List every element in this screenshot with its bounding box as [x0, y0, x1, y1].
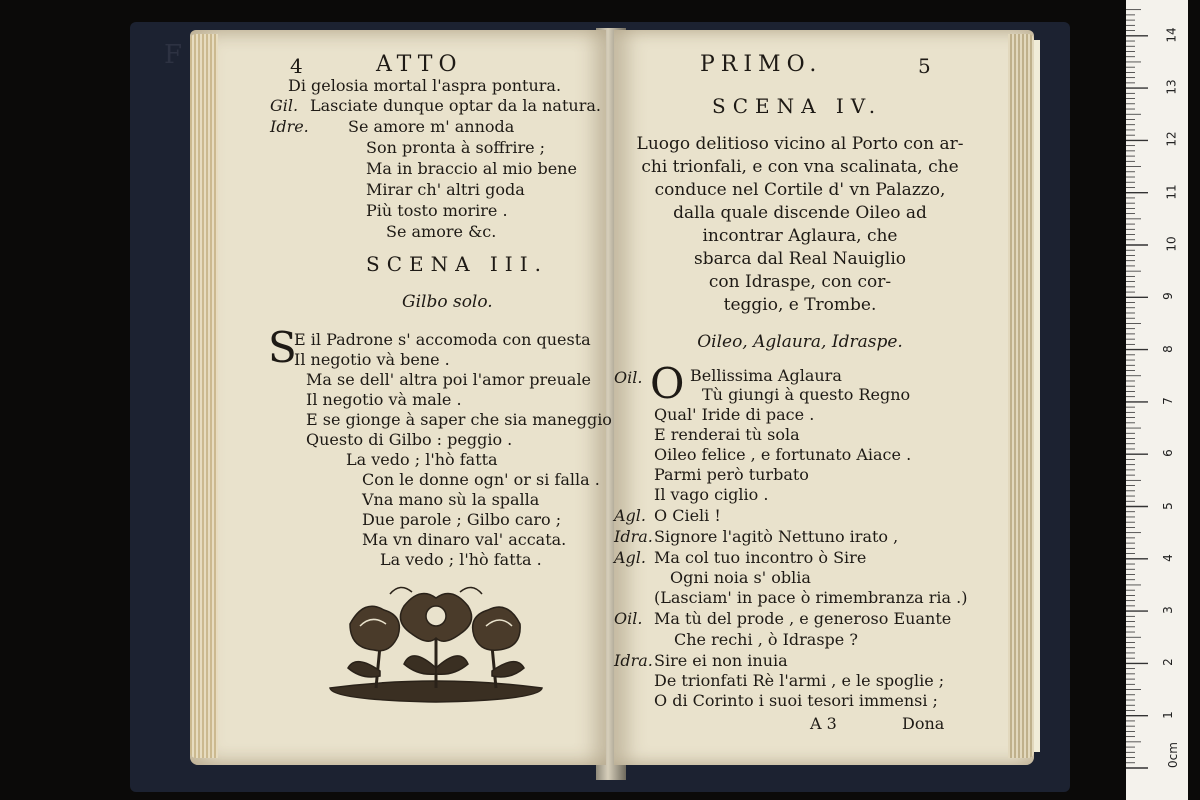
setting-line: sbarca dal Real Nauiglio [693, 249, 906, 269]
ruler-label: 1 [1160, 710, 1175, 719]
margin-mark: F [164, 40, 183, 70]
verse-line: Con le donne ogn' or si falla . [362, 470, 600, 489]
dialogue-line: Parmi però turbato [654, 465, 809, 484]
verse-line: La vedo ; l'hò fatta . [380, 550, 542, 569]
verse-line: La vedo ; l'hò fatta [346, 450, 498, 469]
verse-line: Più tosto morire . [366, 201, 508, 220]
verse-line: Questo di Gilbo : peggio . [306, 430, 513, 449]
left-page-edges [190, 34, 218, 758]
measurement-ruler [1126, 0, 1188, 800]
left-page [190, 30, 612, 765]
dialogue-line: Ogni noia s' oblia [670, 568, 811, 587]
ruler-label: 5 [1160, 501, 1175, 510]
drop-cap: S [268, 323, 297, 372]
verse-line: Il negotio và male . [306, 390, 462, 409]
dialogue-line: Agl. O Cieli ! [614, 506, 721, 525]
verse-line: Il negotio và bene . [294, 350, 450, 369]
verse-line: Ma se dell' altra poi l'amor preuale [306, 370, 592, 389]
ruler-label: 4 [1160, 553, 1175, 562]
ruler-label: 10 [1164, 236, 1179, 252]
setting-line: teggio, e Trombe. [723, 295, 877, 315]
dialogue-line: Tù giungi à questo Regno [702, 385, 911, 404]
verse-line: Due parole ; Gilbo caro ; [362, 510, 562, 529]
dialogue-line: (Lasciam' in pace ò rimembranza ria .) [654, 588, 968, 607]
right-page-edges [1008, 34, 1034, 758]
ruler-ticks [1126, 0, 1188, 800]
dialogue-line: Bellissima Aglaura [690, 366, 842, 385]
verse-line: Son pronta à soffrire ; [366, 138, 546, 157]
signature-mark: A 3 [810, 714, 837, 733]
ruler-label: 12 [1164, 131, 1179, 148]
dialogue-line: Qual' Iride di pace . [654, 405, 815, 424]
verse-line: E il Padrone s' accomoda con questa [294, 330, 591, 349]
speaker-tag: Oil. [614, 368, 643, 387]
running-title: ATTO [376, 52, 463, 77]
ruler-label: 9 [1160, 292, 1175, 301]
setting-line: dalla quale discende Oileo ad [673, 203, 927, 223]
setting-line: conduce nel Cortile d' vn Palazzo, [654, 180, 946, 200]
scene-cast: Gilbo solo. [402, 292, 493, 312]
verse-line: Vna mano sù la spalla [362, 490, 540, 509]
ruler-label: 14 [1164, 27, 1179, 43]
catchword: Dona [902, 714, 945, 733]
page-number: 5 [918, 54, 931, 78]
running-title: PRIMO. [700, 52, 823, 77]
setting-line: chi trionfali, e con vna scalinata, che [641, 157, 959, 177]
drop-cap: O [650, 359, 685, 408]
dialogue-line: Oileo felice , e fortunato Aiace . [654, 445, 912, 464]
dialogue-line: Oil. Ma tù del prode , e generoso Euante [614, 609, 952, 628]
verse-line: Ma vn dinaro val' accata. [362, 530, 567, 549]
floral-woodcut-ornament-icon [320, 576, 552, 714]
ruler-label: 2 [1160, 658, 1175, 667]
verse-line: Mirar ch' altri goda [366, 180, 525, 199]
dialogue-line: Il vago ciglio . [654, 485, 769, 504]
verse-line: Se amore &c. [386, 222, 497, 241]
scene-heading: SCENA III. [366, 252, 548, 276]
dialogue-line: De trionfati Rè l'armi , e le spoglie ; [654, 671, 945, 690]
verse-line: E se gionge à saper che sia maneggio [306, 410, 612, 429]
dialogue-line: Idra.Signore l'agitò Nettuno irato , [614, 527, 899, 546]
ruler-label: 3 [1160, 606, 1175, 614]
page-number: 4 [290, 54, 303, 78]
ruler-label: 6 [1160, 449, 1175, 458]
setting-line: incontrar Aglaura, che [702, 226, 898, 246]
scene-heading: SCENA IV. [712, 94, 883, 118]
scene-cast: Oileo, Aglaura, Idraspe. [697, 332, 903, 352]
dialogue-line: O di Corinto i suoi tesori immensi ; [654, 691, 938, 710]
dialogue-line: Agl. Ma col tuo incontro ò Sire [614, 548, 867, 567]
verse-line: Idre. Se amore m' annoda [270, 117, 515, 136]
ruler-unit-label: 0cm [1165, 742, 1180, 768]
verse-line: Di gelosia mortal l'aspra pontura. [288, 76, 562, 95]
dialogue-line: Idra.Sire ei non inuia [614, 651, 788, 670]
setting-line: con Idraspe, con cor- [708, 272, 892, 292]
setting-line: Luogo delitioso vicino al Porto con ar- [636, 134, 964, 154]
verse-line: Ma in braccio al mio bene [366, 159, 577, 178]
dialogue-line: E renderai tù sola [654, 425, 800, 444]
verse-line: Gil. Lasciate dunque optar da la natura. [270, 96, 601, 115]
ruler-label: 8 [1160, 344, 1175, 353]
right-page [614, 30, 1034, 765]
ruler-label: 13 [1164, 79, 1179, 95]
ruler-label: 11 [1164, 184, 1179, 200]
dialogue-line: Che rechi , ò Idraspe ? [674, 630, 858, 649]
ruler-label: 7 [1160, 397, 1175, 405]
